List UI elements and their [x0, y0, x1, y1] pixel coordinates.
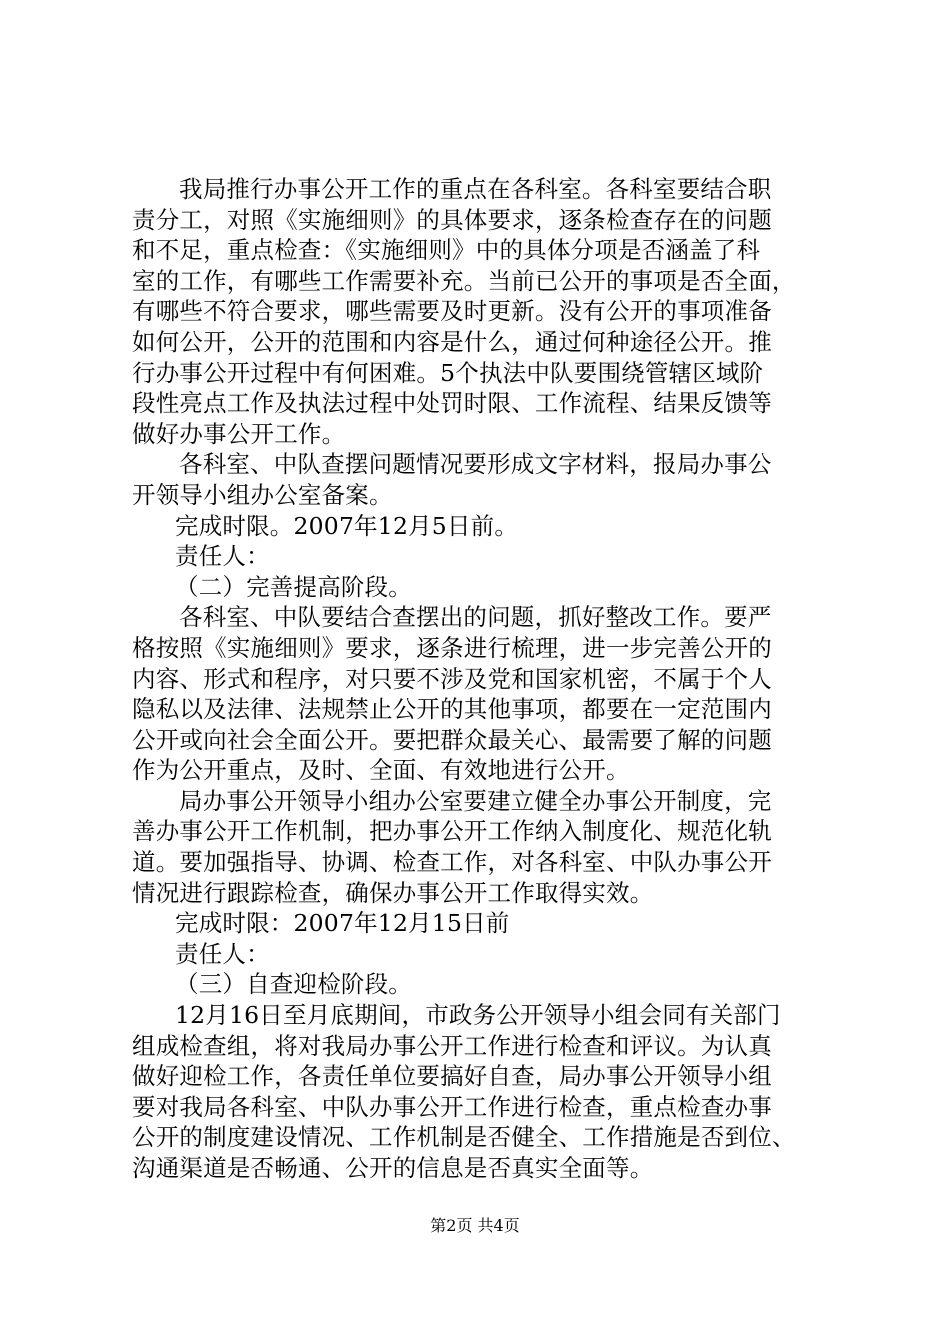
- paragraph-line: 作为公开重点，及时、全面、有效地进行公开。: [132, 756, 630, 785]
- paragraph-line: 开领导小组办公室备案。: [132, 480, 393, 509]
- document-body: [132, 174, 830, 1184]
- deadline-line: 完成时限。2007年12月5日前。: [175, 511, 519, 540]
- paragraph-line: 格按照《实施细则》要求，逐条进行梳理，进一步完善公开的: [132, 633, 772, 662]
- paragraph-line: 善办事公开工作机制，把办事公开工作纳入制度化、规范化轨: [132, 817, 772, 846]
- paragraph-line: 各科室、中队查摆问题情况要形成文字材料，报局办事公: [179, 450, 772, 479]
- paragraph-line: 要对我局各科室、中队办事公开工作进行检查，重点检查办事: [132, 1092, 772, 1121]
- paragraph-line: 各科室、中队要结合查摆出的问题，抓好整改工作。要严: [179, 603, 772, 632]
- paragraph-line: 有哪些不符合要求，哪些需要及时更新。没有公开的事项准备: [132, 297, 772, 326]
- paragraph-line: 内容、形式和程序，对只要不涉及党和国家机密，不属于个人: [132, 664, 772, 693]
- paragraph-line: 局办事公开领导小组办公室要建立健全办事公开制度，完: [179, 786, 772, 815]
- page-number-footer: 第2页 共4页: [430, 1216, 520, 1235]
- paragraph-line: 情况进行跟踪检查，确保办事公开工作取得实效。: [132, 878, 654, 907]
- responsible-person-line: 责任人：: [175, 939, 270, 968]
- paragraph-line: 沟通渠道是否畅通、公开的信息是否真实全面等。: [132, 1154, 654, 1182]
- section-heading: （三）自查迎检阶段。: [175, 970, 412, 999]
- paragraph-line: 做好迎检工作，各责任单位要搞好自查，局办事公开领导小组: [132, 1062, 772, 1091]
- paragraph-line: 行办事公开过程中有何困难。5个执法中队要围绕管辖区域阶: [132, 358, 764, 387]
- deadline-line: 完成时限：2007年12月15日前: [175, 909, 510, 938]
- paragraph-line: 段性亮点工作及执法过程中处罚时限、工作流程、结果反馈等: [132, 389, 772, 418]
- paragraph-line: 道。要加强指导、协调、检查工作，对各科室、中队办事公开: [132, 848, 772, 877]
- paragraph-line: 如何公开，公开的范围和内容是什么，通过何种途径公开。推: [132, 327, 772, 356]
- paragraph-line: 隐私以及法律、法规禁止公开的其他事项，都要在一定范围内: [132, 695, 772, 724]
- paragraph-line: 做好办事公开工作。: [132, 419, 346, 448]
- section-heading: （二）完善提高阶段。: [175, 572, 412, 601]
- responsible-person-line: 责任人：: [175, 542, 270, 571]
- paragraph-line: 12月16日至月底期间，市政务公开领导小组会同有关部门: [175, 1001, 781, 1030]
- paragraph-line: 公开或向社会全面公开。要把群众最关心、最需要了解的问题: [132, 725, 772, 754]
- paragraph-line: 室的工作，有哪些工作需要补充。当前已公开的事项是否全面，: [132, 266, 796, 295]
- paragraph-line: 公开的制度建设情况、工作机制是否健全、工作措施是否到位、: [132, 1123, 796, 1152]
- paragraph-line: 责分工，对照《实施细则》的具体要求，逐条检查存在的问题: [132, 205, 772, 234]
- paragraph-line: 我局推行办事公开工作的重点在各科室。各科室要结合职: [179, 175, 772, 203]
- paragraph-line: 组成检查组，将对我局办事公开工作进行检查和评议。为认真: [132, 1031, 772, 1060]
- paragraph-line: 和不足，重点检查：《实施细则》中的具体分项是否涵盖了科: [132, 236, 761, 265]
